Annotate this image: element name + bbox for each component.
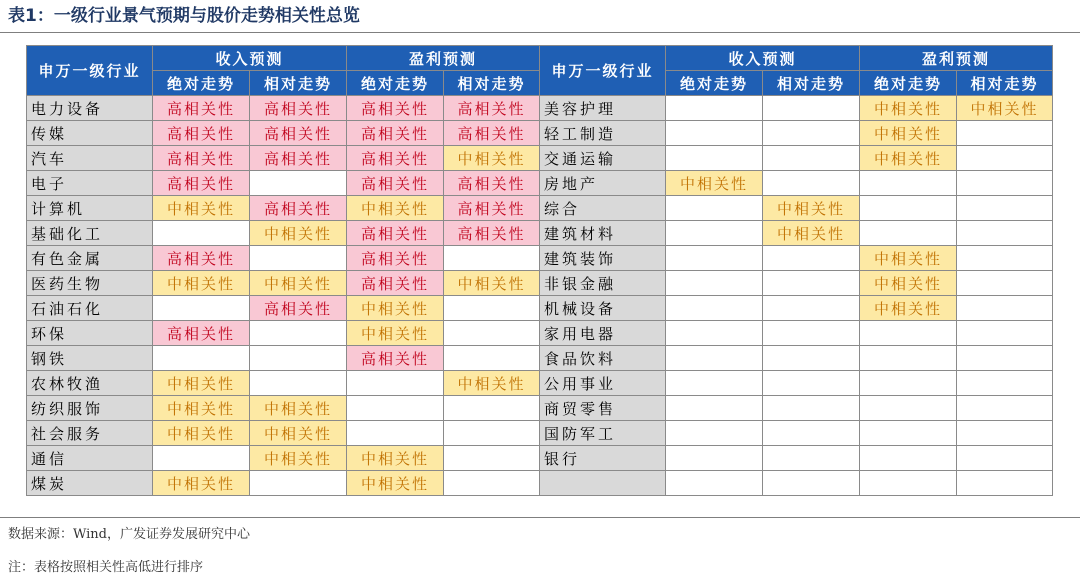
correlation-cell (666, 96, 763, 121)
correlation-cell (957, 246, 1053, 271)
correlation-cell: 高相关性 (347, 221, 444, 246)
correlation-cell (763, 271, 860, 296)
correlation-cell: 高相关性 (444, 96, 540, 121)
correlation-cell: 中相关性 (860, 96, 957, 121)
correlation-cell: 中相关性 (153, 396, 250, 421)
correlation-cell: 高相关性 (347, 271, 444, 296)
industry-name: 轻工制造 (540, 121, 666, 146)
correlation-cell (860, 396, 957, 421)
correlation-cell: 中相关性 (666, 171, 763, 196)
correlation-cell: 中相关性 (153, 471, 250, 496)
subheader-absolute: 绝对走势 (860, 71, 957, 96)
correlation-cell (666, 121, 763, 146)
correlation-cell: 高相关性 (250, 146, 347, 171)
subheader-absolute: 绝对走势 (666, 71, 763, 96)
correlation-cell (444, 346, 540, 371)
industry-name: 传媒 (27, 121, 153, 146)
industry-name: 有色金属 (27, 246, 153, 271)
table-row (27, 271, 1053, 296)
correlation-cell (860, 346, 957, 371)
correlation-cell (763, 421, 860, 446)
table-row (27, 421, 1053, 446)
correlation-cell: 高相关性 (153, 121, 250, 146)
correlation-cell: 高相关性 (250, 196, 347, 221)
correlation-cell (860, 421, 957, 446)
correlation-cell (444, 246, 540, 271)
correlation-cell (957, 371, 1053, 396)
correlation-cell: 中相关性 (860, 146, 957, 171)
correlation-cell (250, 471, 347, 496)
table-row (27, 346, 1053, 371)
correlation-cell (763, 246, 860, 271)
correlation-cell: 高相关性 (347, 96, 444, 121)
industry-name: 美容护理 (540, 96, 666, 121)
correlation-cell (666, 371, 763, 396)
correlation-cell (347, 396, 444, 421)
correlation-cell: 中相关性 (444, 146, 540, 171)
correlation-cell (444, 471, 540, 496)
correlation-cell (250, 346, 347, 371)
correlation-cell (153, 446, 250, 471)
header-revenue-right: 收入预测 (666, 46, 860, 71)
correlation-cell (763, 446, 860, 471)
industry-name: 机械设备 (540, 296, 666, 321)
header-profit-left: 盈利预测 (347, 46, 540, 71)
correlation-cell (763, 321, 860, 346)
correlation-cell (957, 321, 1053, 346)
industry-name: 国防军工 (540, 421, 666, 446)
correlation-cell (666, 196, 763, 221)
correlation-cell: 中相关性 (347, 321, 444, 346)
correlation-cell: 中相关性 (347, 296, 444, 321)
correlation-cell: 中相关性 (347, 471, 444, 496)
correlation-cell (347, 421, 444, 446)
header-revenue-left: 收入预测 (153, 46, 347, 71)
table-row (27, 371, 1053, 396)
industry-name: 交通运输 (540, 146, 666, 171)
correlation-cell (250, 246, 347, 271)
correlation-cell (666, 346, 763, 371)
correlation-cell: 高相关性 (444, 171, 540, 196)
header-row-groups (27, 46, 1053, 71)
correlation-cell (763, 121, 860, 146)
correlation-cell (153, 221, 250, 246)
industry-name: 非银金融 (540, 271, 666, 296)
subheader-relative: 相对走势 (957, 71, 1053, 96)
industry-name: 环保 (27, 321, 153, 346)
source-note: 数据来源：Wind，广发证券发展研究中心 (8, 527, 250, 542)
subheader-absolute: 绝对走势 (153, 71, 250, 96)
correlation-cell: 中相关性 (250, 396, 347, 421)
industry-name (540, 471, 666, 496)
industry-name: 煤炭 (27, 471, 153, 496)
subheader-absolute: 绝对走势 (347, 71, 444, 96)
title-divider (0, 32, 1080, 33)
table-row (27, 471, 1053, 496)
correlation-cell (957, 171, 1053, 196)
table-row (27, 96, 1053, 121)
correlation-cell (860, 446, 957, 471)
table-row (27, 296, 1053, 321)
correlation-cell (763, 396, 860, 421)
correlation-cell: 中相关性 (153, 421, 250, 446)
correlation-cell: 高相关性 (153, 146, 250, 171)
correlation-cell (444, 396, 540, 421)
header-profit-right: 盈利预测 (860, 46, 1053, 71)
correlation-cell (444, 446, 540, 471)
correlation-cell (957, 346, 1053, 371)
industry-name: 建筑材料 (540, 221, 666, 246)
correlation-cell: 中相关性 (763, 196, 860, 221)
correlation-cell (666, 421, 763, 446)
correlation-cell (763, 146, 860, 171)
subheader-relative: 相对走势 (250, 71, 347, 96)
correlation-cell (860, 371, 957, 396)
industry-name: 计算机 (27, 196, 153, 221)
correlation-cell (666, 246, 763, 271)
correlation-cell: 中相关性 (860, 246, 957, 271)
correlation-cell (250, 371, 347, 396)
correlation-cell: 中相关性 (860, 271, 957, 296)
industry-name: 石油石化 (27, 296, 153, 321)
correlation-cell (860, 471, 957, 496)
industry-name: 家用电器 (540, 321, 666, 346)
correlation-cell (666, 471, 763, 496)
correlation-cell (666, 146, 763, 171)
correlation-cell: 高相关性 (153, 171, 250, 196)
correlation-cell: 中相关性 (444, 271, 540, 296)
industry-name: 电力设备 (27, 96, 153, 121)
header-industry-left: 申万一级行业 (27, 46, 153, 96)
correlation-cell: 高相关性 (250, 121, 347, 146)
footer-divider (0, 517, 1080, 518)
correlation-cell (957, 396, 1053, 421)
table-row (27, 396, 1053, 421)
correlation-cell: 高相关性 (347, 246, 444, 271)
industry-name: 商贸零售 (540, 396, 666, 421)
industry-name: 银行 (540, 446, 666, 471)
correlation-cell: 高相关性 (347, 121, 444, 146)
correlation-cell: 中相关性 (153, 196, 250, 221)
correlation-cell (957, 421, 1053, 446)
correlation-cell (250, 321, 347, 346)
correlation-cell (957, 271, 1053, 296)
correlation-cell (860, 171, 957, 196)
industry-name: 钢铁 (27, 346, 153, 371)
industry-name: 汽车 (27, 146, 153, 171)
industry-name: 食品饮料 (540, 346, 666, 371)
correlation-cell (444, 421, 540, 446)
correlation-cell (860, 321, 957, 346)
correlation-cell: 中相关性 (860, 296, 957, 321)
correlation-cell (957, 296, 1053, 321)
correlation-cell (666, 321, 763, 346)
correlation-cell (763, 171, 860, 196)
correlation-cell (666, 271, 763, 296)
correlation-cell (860, 196, 957, 221)
correlation-cell (957, 221, 1053, 246)
correlation-cell: 中相关性 (763, 221, 860, 246)
industry-name: 纺织服饰 (27, 396, 153, 421)
industry-name: 电子 (27, 171, 153, 196)
correlation-cell: 中相关性 (250, 271, 347, 296)
correlation-cell (957, 121, 1053, 146)
subheader-relative: 相对走势 (763, 71, 860, 96)
table-row (27, 221, 1053, 246)
header-industry-right: 申万一级行业 (540, 46, 666, 96)
correlation-cell: 中相关性 (444, 371, 540, 396)
correlation-cell (444, 321, 540, 346)
correlation-cell: 高相关性 (250, 96, 347, 121)
correlation-cell (153, 346, 250, 371)
table-body (27, 96, 1053, 496)
correlation-cell: 高相关性 (347, 346, 444, 371)
correlation-table (26, 45, 1053, 496)
correlation-cell (763, 371, 860, 396)
correlation-cell: 中相关性 (957, 96, 1053, 121)
industry-name: 农林牧渔 (27, 371, 153, 396)
correlation-cell: 中相关性 (250, 446, 347, 471)
table-row (27, 246, 1053, 271)
sort-note: 注：表格按照相关性高低进行排序 (8, 560, 204, 575)
correlation-cell (250, 171, 347, 196)
correlation-cell (957, 471, 1053, 496)
table-row (27, 121, 1053, 146)
correlation-cell (444, 296, 540, 321)
correlation-cell: 高相关性 (444, 221, 540, 246)
correlation-cell (666, 446, 763, 471)
correlation-cell (957, 446, 1053, 471)
correlation-cell (763, 471, 860, 496)
correlation-cell: 高相关性 (444, 196, 540, 221)
correlation-cell: 中相关性 (153, 371, 250, 396)
correlation-cell: 中相关性 (153, 271, 250, 296)
correlation-cell: 中相关性 (860, 121, 957, 146)
correlation-cell: 高相关性 (153, 96, 250, 121)
document-title: 表1：一级行业景气预期与股价走势相关性总览 (8, 6, 360, 26)
correlation-cell (957, 146, 1053, 171)
correlation-cell: 中相关性 (347, 196, 444, 221)
correlation-cell (347, 371, 444, 396)
table-row (27, 446, 1053, 471)
correlation-cell (763, 296, 860, 321)
correlation-cell (666, 221, 763, 246)
correlation-cell: 中相关性 (347, 446, 444, 471)
correlation-cell: 高相关性 (153, 321, 250, 346)
correlation-cell: 高相关性 (250, 296, 347, 321)
correlation-cell (763, 96, 860, 121)
correlation-cell: 高相关性 (347, 171, 444, 196)
correlation-cell (666, 396, 763, 421)
industry-name: 房地产 (540, 171, 666, 196)
industry-name: 建筑装饰 (540, 246, 666, 271)
table-row (27, 321, 1053, 346)
correlation-cell (860, 221, 957, 246)
industry-name: 通信 (27, 446, 153, 471)
correlation-cell (153, 296, 250, 321)
correlation-cell (957, 196, 1053, 221)
industry-name: 综合 (540, 196, 666, 221)
industry-name: 基础化工 (27, 221, 153, 246)
table-row (27, 146, 1053, 171)
industry-name: 社会服务 (27, 421, 153, 446)
table-row (27, 196, 1053, 221)
subheader-relative: 相对走势 (444, 71, 540, 96)
industry-name: 公用事业 (540, 371, 666, 396)
industry-name: 医药生物 (27, 271, 153, 296)
correlation-cell (666, 296, 763, 321)
correlation-cell: 中相关性 (250, 421, 347, 446)
correlation-cell: 高相关性 (347, 146, 444, 171)
correlation-cell: 高相关性 (444, 121, 540, 146)
table-row (27, 171, 1053, 196)
correlation-cell: 中相关性 (250, 221, 347, 246)
correlation-cell: 高相关性 (153, 246, 250, 271)
correlation-cell (763, 346, 860, 371)
